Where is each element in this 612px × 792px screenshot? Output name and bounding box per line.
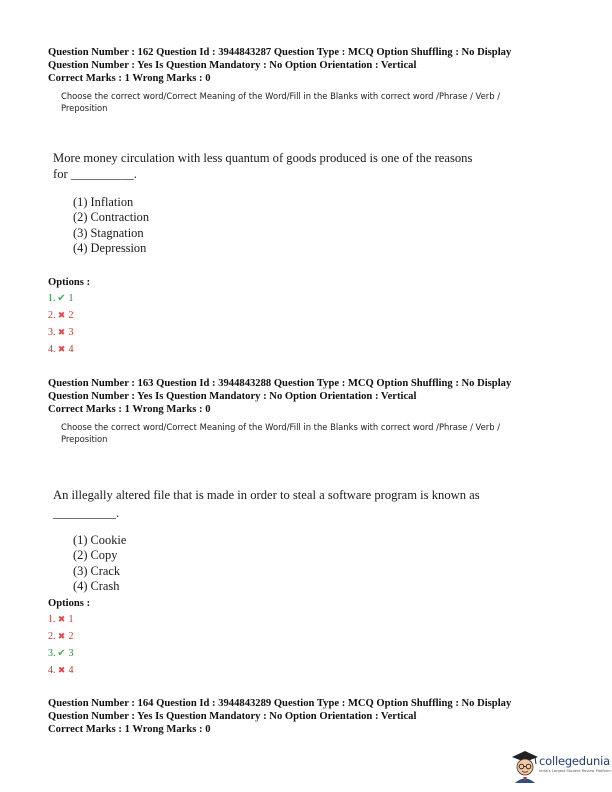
meta-line: Question Number : 163 Question Id : 3944843288 Question Type : MCQ Option Shuffling : No Display — [48, 378, 512, 389]
option-number: 2. — [48, 310, 56, 321]
question-163-text — [53, 487, 523, 521]
option-row — [48, 324, 74, 341]
question-162-text — [53, 150, 523, 182]
check-icon: ✔ — [57, 648, 66, 659]
question-163-options — [48, 611, 74, 679]
meta-line: Question Number : 162 Question Id : 3944843287 Question Type : MCQ Option Shuffling : No Display — [48, 47, 512, 58]
option-number: 3. — [48, 648, 56, 659]
choice-item: (4) Depression — [73, 240, 147, 255]
cross-icon: ✖ — [57, 327, 66, 337]
cross-icon: ✖ — [57, 344, 66, 354]
meta-line: Correct Marks : 1 Wrong Marks : 0 — [48, 73, 211, 84]
choice-item: (3) Crack — [73, 563, 121, 578]
option-value: 4 — [68, 665, 74, 676]
mascot-icon — [508, 748, 542, 784]
question-162-choices — [73, 195, 149, 256]
question-162-instruction: Choose the correct word/Correct Meaning of the Word/Fill in the Blanks with correct word /Phrase / Verb / Preposition — [61, 91, 501, 113]
option-number: 4. — [48, 344, 56, 355]
option-row — [48, 628, 74, 645]
option-number: 3. — [48, 327, 56, 338]
cross-icon: ✖ — [57, 665, 66, 675]
question-163-meta — [48, 377, 511, 416]
cross-icon: ✖ — [57, 614, 66, 624]
logo-tagline: India's Largest Student Review Platform — [539, 769, 611, 773]
option-row — [48, 290, 74, 307]
meta-line: Correct Marks : 1 Wrong Marks : 0 — [48, 724, 211, 735]
choice-item: (2) Contraction — [73, 210, 150, 225]
option-row — [48, 341, 74, 358]
choice-item: (4) Crash — [73, 578, 120, 593]
choice-item: (1) Inflation — [73, 195, 134, 209]
option-row — [48, 307, 74, 324]
meta-line: Question Number : 164 Question Id : 3944843289 Question Type : MCQ Option Shuffling : No Display — [48, 698, 512, 709]
option-value: 1 — [68, 614, 74, 625]
choice-item: (3) Stagnation — [73, 225, 144, 240]
question-text-line: for __________. — [53, 167, 137, 181]
option-number: 1. — [48, 614, 56, 625]
question-162-options — [48, 290, 74, 358]
options-label: Options : — [48, 277, 91, 288]
meta-line: Question Number : Yes Is Question Mandatory : No Option Orientation : Vertical — [48, 60, 417, 71]
question-163-choices — [73, 533, 126, 594]
meta-line: Question Number : Yes Is Question Mandatory : No Option Orientation : Vertical — [48, 391, 417, 402]
cross-icon: ✖ — [57, 631, 66, 641]
meta-line: Correct Marks : 1 Wrong Marks : 0 — [48, 404, 211, 415]
logo-wordmark: collegedunia — [539, 754, 610, 768]
question-text-line: More money circulation with less quantum of goods produced is one of the reasons — [53, 151, 473, 165]
question-163-instruction: Choose the correct word/Correct Meaning of the Word/Fill in the Blanks with correct word /Phrase / Verb / Preposition — [61, 422, 501, 444]
option-value: 3 — [68, 327, 74, 338]
check-icon: ✔ — [57, 293, 66, 304]
cross-icon: ✖ — [57, 310, 66, 320]
choice-item: (2) Copy — [73, 548, 118, 563]
option-number: 4. — [48, 665, 56, 676]
choice-item: (1) Cookie — [73, 533, 127, 547]
option-number: 2. — [48, 631, 56, 642]
option-row — [48, 662, 74, 679]
option-value: 3 — [68, 648, 74, 659]
option-row — [48, 611, 74, 628]
option-value: 1 — [68, 293, 74, 304]
collegedunia-logo — [508, 748, 611, 784]
option-value: 4 — [68, 344, 74, 355]
meta-line: Question Number : Yes Is Question Mandatory : No Option Orientation : Vertical — [48, 711, 417, 722]
question-text-line: __________. — [53, 506, 120, 520]
option-row — [48, 645, 74, 662]
question-text-line: An illegally altered file that is made in order to steal a software program is known as — [53, 488, 480, 502]
option-value: 2 — [68, 310, 74, 321]
question-164-meta — [48, 697, 511, 736]
option-value: 2 — [68, 631, 74, 642]
question-162-meta — [48, 46, 511, 85]
option-number: 1. — [48, 293, 56, 304]
options-label: Options : — [48, 598, 91, 609]
